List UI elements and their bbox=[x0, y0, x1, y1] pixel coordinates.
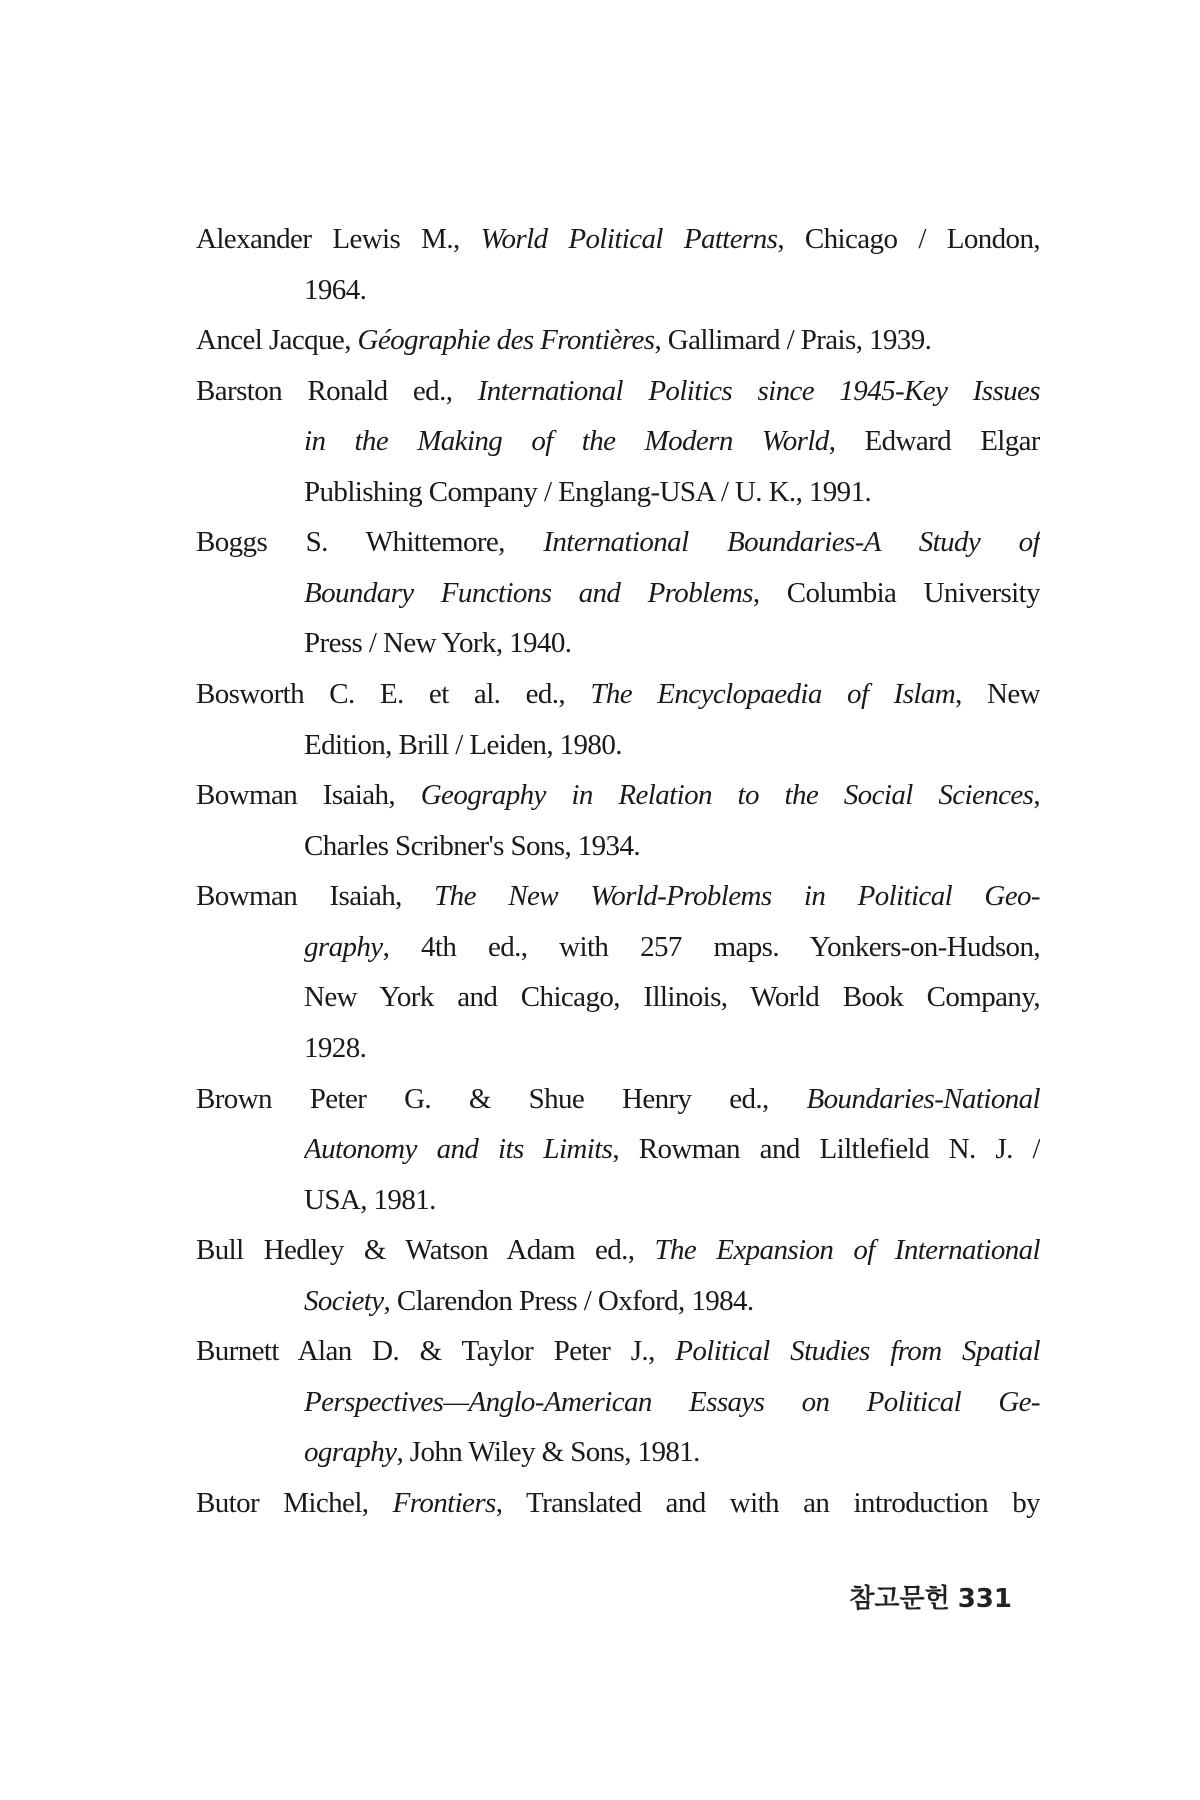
entry-line bbox=[196, 876, 1040, 916]
citation-text: Boggs S. Whittemore, bbox=[196, 526, 544, 559]
citation-text: Butor Michel, bbox=[196, 1487, 393, 1519]
citation-text: Bosworth C. E. et al. ed., bbox=[196, 678, 591, 711]
entry-line bbox=[196, 371, 1040, 411]
entry-line bbox=[196, 775, 1040, 815]
citation-text: , New bbox=[955, 678, 1040, 711]
citation-text: Edition, Brill / Leiden, 1980. bbox=[304, 728, 622, 761]
entry-line bbox=[304, 1028, 1040, 1068]
citation-text: , Edward Elgar bbox=[828, 425, 1040, 458]
entry-line bbox=[304, 421, 1040, 461]
entry-line bbox=[196, 1483, 1040, 1523]
citation-text: , Columbia University bbox=[752, 576, 1040, 609]
citation-text: , Gallimard / Prais, 1939. bbox=[654, 324, 932, 357]
work-title: Boundary Functions and Problems bbox=[304, 576, 753, 609]
citation-text: USA, 1981. bbox=[304, 1183, 436, 1216]
citation-text: , Translated and with an introduction by bbox=[495, 1487, 1040, 1519]
entry-line bbox=[304, 472, 1040, 512]
citation-text: Bowman Isaiah, bbox=[196, 779, 421, 812]
work-title: ography bbox=[304, 1436, 397, 1469]
citation-text: , 4th ed., with 257 maps. Yonkers-on-Hudson, bbox=[382, 930, 1040, 963]
work-title: in the Making of the Modern World bbox=[304, 425, 829, 458]
work-title: Political Studies from Spatial bbox=[675, 1335, 1040, 1368]
page-footer bbox=[840, 1578, 1012, 1615]
work-title: Géographie des Frontières bbox=[357, 324, 655, 357]
citation-text: New York and Chicago, Illinois, World Book Company, bbox=[304, 981, 1040, 1014]
page-number: 331 bbox=[957, 1584, 1012, 1614]
citation-text: Bowman Isaiah, bbox=[196, 880, 435, 913]
citation-text: Publishing Company / Englang-USA / U. K., 1991. bbox=[304, 475, 872, 508]
entry-line bbox=[196, 522, 1040, 562]
citation-text: Barston Ronald ed., bbox=[196, 374, 478, 407]
entry-line bbox=[304, 826, 1040, 866]
entry-line bbox=[196, 1331, 1040, 1371]
citation-text: , bbox=[1033, 779, 1040, 812]
work-title: The Expansion of International bbox=[654, 1234, 1040, 1267]
running-head: 참고문헌 bbox=[849, 1584, 950, 1614]
work-title: Perspectives—Anglo-American Essays on Political Ge- bbox=[304, 1385, 1040, 1418]
work-title: Autonomy and its Limits bbox=[304, 1133, 613, 1166]
entry-line bbox=[304, 1281, 1040, 1321]
entry-line bbox=[304, 977, 1040, 1017]
citation-text: , John Wiley & Sons, 1981. bbox=[396, 1436, 700, 1469]
citation-text: Ancel Jacque, bbox=[196, 324, 358, 357]
entry-line bbox=[196, 1230, 1040, 1270]
work-title: Frontiers bbox=[392, 1487, 496, 1519]
entry-line bbox=[196, 219, 1040, 259]
work-title: Society bbox=[304, 1284, 384, 1317]
entry-line bbox=[196, 674, 1040, 714]
citation-text: Alexander Lewis M., bbox=[196, 223, 481, 255]
citation-text: Burnett Alan D. & Taylor Peter J., bbox=[196, 1335, 676, 1368]
entry-line bbox=[304, 623, 1040, 663]
entry-line bbox=[304, 1432, 1040, 1472]
citation-text: 1964. bbox=[304, 273, 367, 306]
entry-line bbox=[304, 1180, 1040, 1220]
work-title: The New World-Problems in Political Geo- bbox=[434, 880, 1040, 913]
work-title: Boundaries-National bbox=[806, 1082, 1040, 1115]
entry-line bbox=[196, 320, 1040, 360]
entry-line bbox=[304, 725, 1040, 765]
entry-line bbox=[304, 1129, 1040, 1169]
citation-text: , Rowman and Liltlefield N. J. / bbox=[612, 1133, 1040, 1166]
citation-text: , Chicago / London, bbox=[777, 223, 1040, 255]
work-title: The Encyclopaedia of Islam bbox=[590, 678, 956, 711]
work-title: World Political Patterns bbox=[480, 223, 778, 255]
citation-text: , Clarendon Press / Oxford, 1984. bbox=[383, 1284, 754, 1317]
entry-line bbox=[304, 927, 1040, 967]
citation-text: 1928. bbox=[304, 1031, 367, 1064]
work-title: International Boundaries-A Study of bbox=[543, 526, 1040, 559]
entry-line bbox=[304, 1382, 1040, 1422]
citation-text: Press / New York, 1940. bbox=[304, 627, 572, 660]
citation-text: Bull Hedley & Watson Adam ed., bbox=[196, 1234, 655, 1267]
work-title: International Politics since 1945-Key Issues bbox=[477, 374, 1040, 407]
citation-text: Brown Peter G. & Shue Henry ed., bbox=[196, 1082, 807, 1115]
entry-line bbox=[196, 1079, 1040, 1119]
work-title: graphy bbox=[304, 930, 383, 963]
entry-line bbox=[304, 573, 1040, 613]
work-title: Geography in Relation to the Social Sciences bbox=[420, 779, 1034, 812]
entry-line bbox=[304, 270, 1040, 310]
citation-text: Charles Scribner's Sons, 1934. bbox=[304, 829, 641, 862]
